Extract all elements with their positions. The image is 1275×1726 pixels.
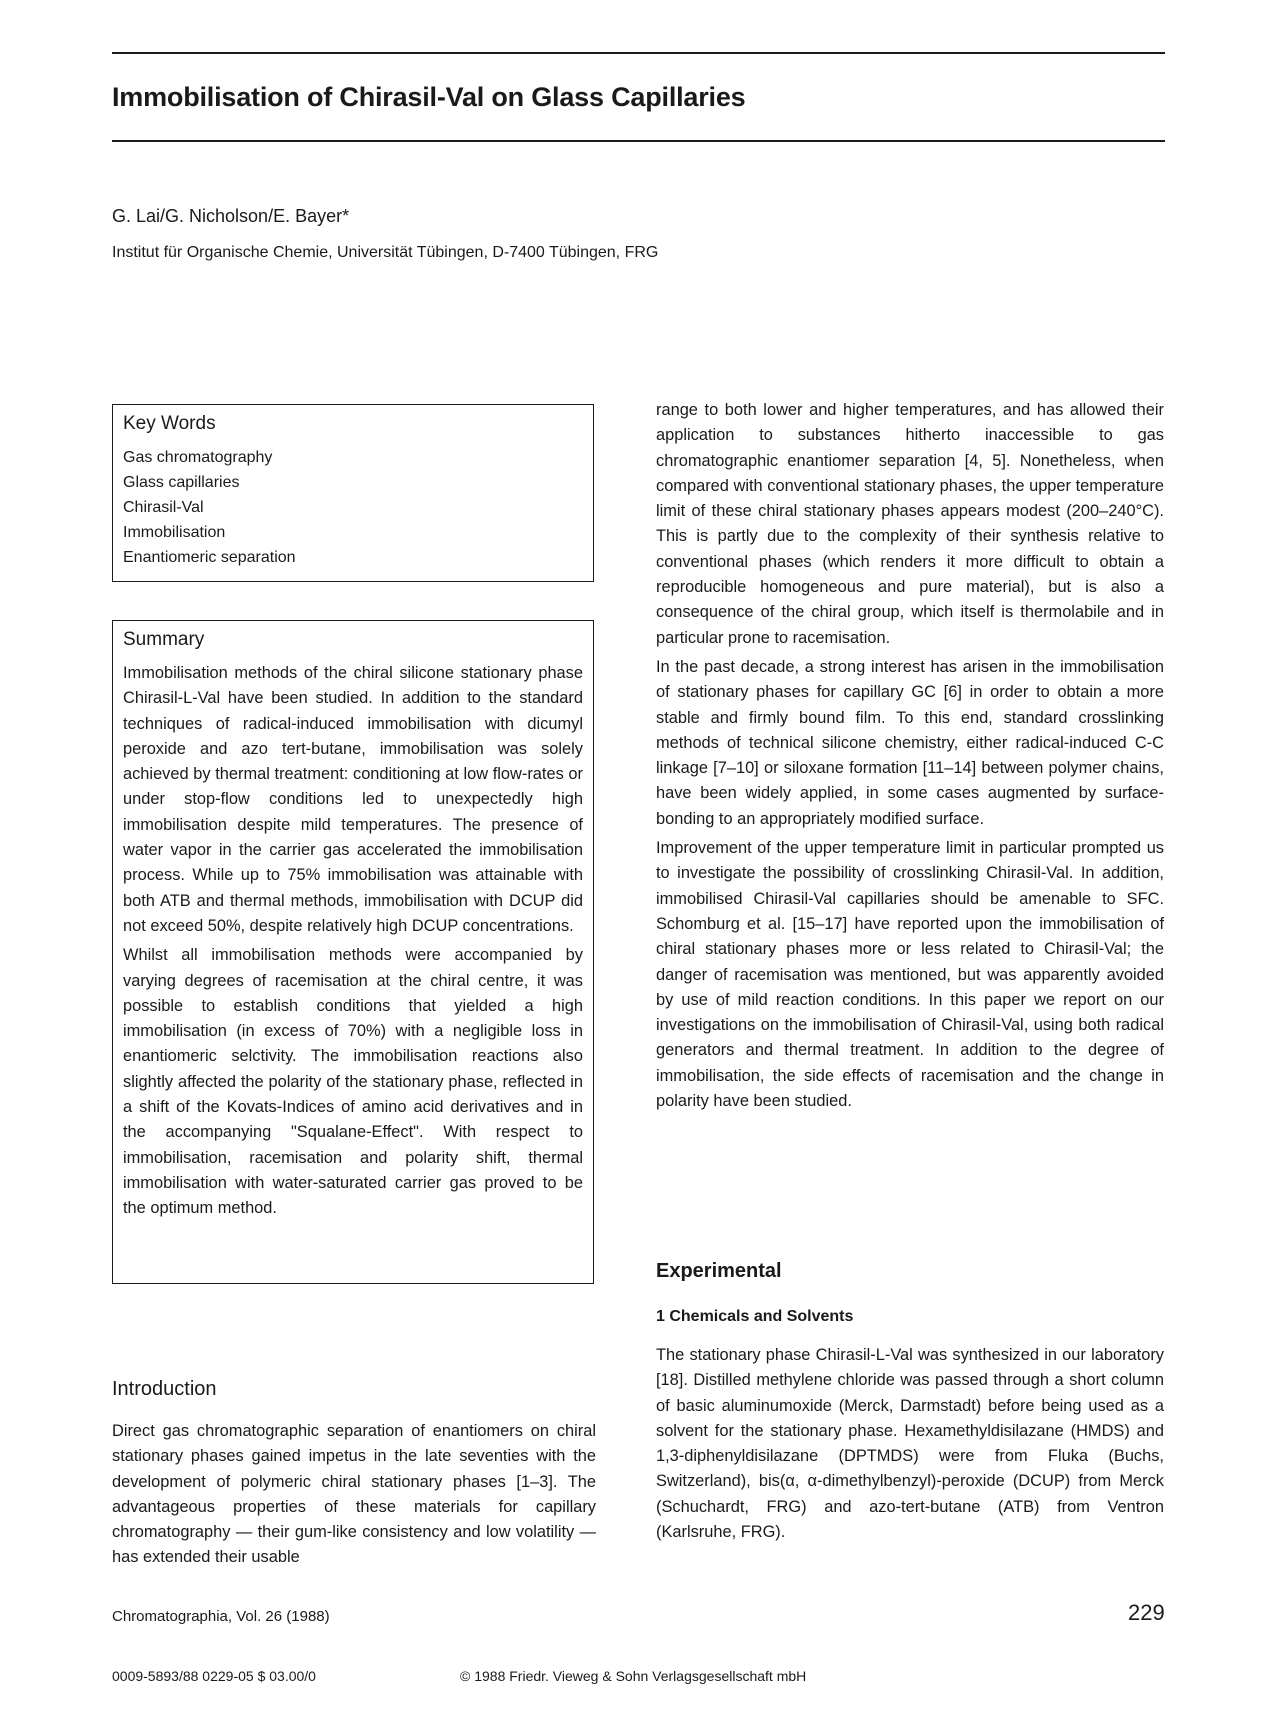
keywords-heading: Key Words [123,413,216,434]
summary-paragraph: Immobilisation methods of the chiral silicone stationary phase Chirasil-L-Val have been studied. In addition to the standard techniques of radical-induced immobilisation with dicumyl peroxide and azo tert-butane, immobilisation was solely achieved by thermal treatment: conditioning at low flow-rates or under stop-flow conditions led to unexpectedly high immobilisation despite mild temperatures. The presence of water vapor in the carrier gas accelerated the immobilisation process. While up to 75% immobilisation was attainable with both ATB and thermal methods, immobilisation with DCUP did not exceed 50%, despite relatively high DCUP concentrations. [123,664,583,935]
summary-box [112,620,594,1284]
authors: G. Lai/G. Nicholson/E. Bayer* [112,206,350,226]
body-paragraph: range to both lower and higher temperatures, and has allowed their application to substances hitherto inaccessible to gas chromatographic enantiomer separation [4, 5]. Nonetheless, when compared with conventional stationary phases, the upper temperature limit of these chiral stationary phases appears modest (200–240°C). This is partly due to the complexity of their synthesis relative to conventional phases (which renders it more difficult to obtain a reproducible homogeneous and pure material), but is also a consequence of the chiral group, which itself is thermolabile and in particular prone to racemisation. [656,401,1164,647]
copyright: © 1988 Friedr. Vieweg & Sohn Verlagsgesellschaft mbH [460,1668,807,1684]
summary-heading: Summary [123,629,205,650]
title-rule [112,140,1165,142]
keywords-box [112,404,594,582]
introduction-heading: Introduction [112,1378,217,1400]
right-column [656,398,1164,1118]
summary-paragraph: Whilst all immobilisation methods were accompanied by varying degrees of racemisation at the chiral centre, it was possible to establish conditions that yielded a high immobilisation (in excess of 70%) with a negligible loss in enantiomeric selctivity. The immobilisation reactions also slightly affected the polarity of the stationary phase, reflected in a shift of the Kovats-Indices of amino acid derivatives and in the accompanying "Squalane-Effect". With respect to immobilisation, racemisation and polarity shift, thermal immobilisation with water-saturated carrier gas proved to be the optimum method. [123,946,583,1218]
body-paragraph: Improvement of the upper temperature limit in particular prompted us to investigate the possibility of crosslinking Chirasil-Val. In addition, immobilised Chirasil-Val capillaries should be amenable to SFC. Schomburg et al. [15–17] have reported upon the immobilisation of chiral stationary phases more or less related to Chirasil-Val; the danger of racemisation was mentioned, but was apparently avoided by use of mild reaction conditions. In this paper we report on our investigations on the immobilisation of Chirasil-Val, using both radical generators and thermal treatment. In addition to the degree of immobilisation, the side effects of racemisation and the change in polarity have been studied. [656,839,1164,1111]
article-title: Immobilisation of Chirasil-Val on Glass Capillaries [112,82,746,112]
experimental-heading: Experimental [656,1260,782,1282]
introduction-paragraph: Direct gas chromatographic separation of enantiomers on chiral stationary phases gained impetus in the late seventies with the development of polymeric chiral stationary phases [1–3]. The advantageous properties of these materials for capillary chromatography — their gum-like consistency and low volatility — has extended their usable [112,1422,596,1567]
top-rule [112,52,1165,54]
keyword-item: Enantiomeric separation [123,549,296,566]
keyword-item: Immobilisation [123,524,226,541]
keyword-item: Glass capillaries [123,474,240,491]
chemicals-paragraph: The stationary phase Chirasil-L-Val was synthesized in our laboratory [18]. Distilled methylene chloride was passed through a short column of basic aluminumoxide (Merck, Darmstadt) before being used as a solvent for the stationary phase. Hexamethyldisilazane (HMDS) and 1,3-diphenyldisilazane (DPTMDS) were from Fluka (Buchs, Switzerland), bis(α, α-dimethylbenzyl)-peroxide (DCUP) from Merck (Schuchardt, FRG) and azo-tert-butane (ATB) from Ventron (Karlsruhe, FRG). [656,1346,1164,1542]
introduction-section [112,1378,596,1575]
keyword-item: Gas chromatography [123,449,273,466]
chemicals-subheading: 1 Chemicals and Solvents [656,1308,854,1325]
journal-reference: Chromatographia, Vol. 26 (1988) [112,1608,330,1625]
body-paragraph: In the past decade, a strong interest has arisen in the immobilisation of stationary phases for capillary GC [6] in order to obtain a more stable and firmly bound film. To this end, standard crosslinking methods of technical silicone chemistry, either radical-induced C-C linkage [7–10] or siloxane formation [11–14] between polymer chains, have been widely applied, in some cases augmented by surface-bonding to an appropriately modified surface. [656,657,1164,828]
keyword-item: Chirasil-Val [123,499,204,516]
affiliation: Institut für Organische Chemie, Universität Tübingen, D-7400 Tübingen, FRG [112,244,659,261]
page-number: 229 [1128,1600,1165,1625]
article-code: 0009-5893/88 0229-05 $ 03.00/0 [112,1668,316,1684]
